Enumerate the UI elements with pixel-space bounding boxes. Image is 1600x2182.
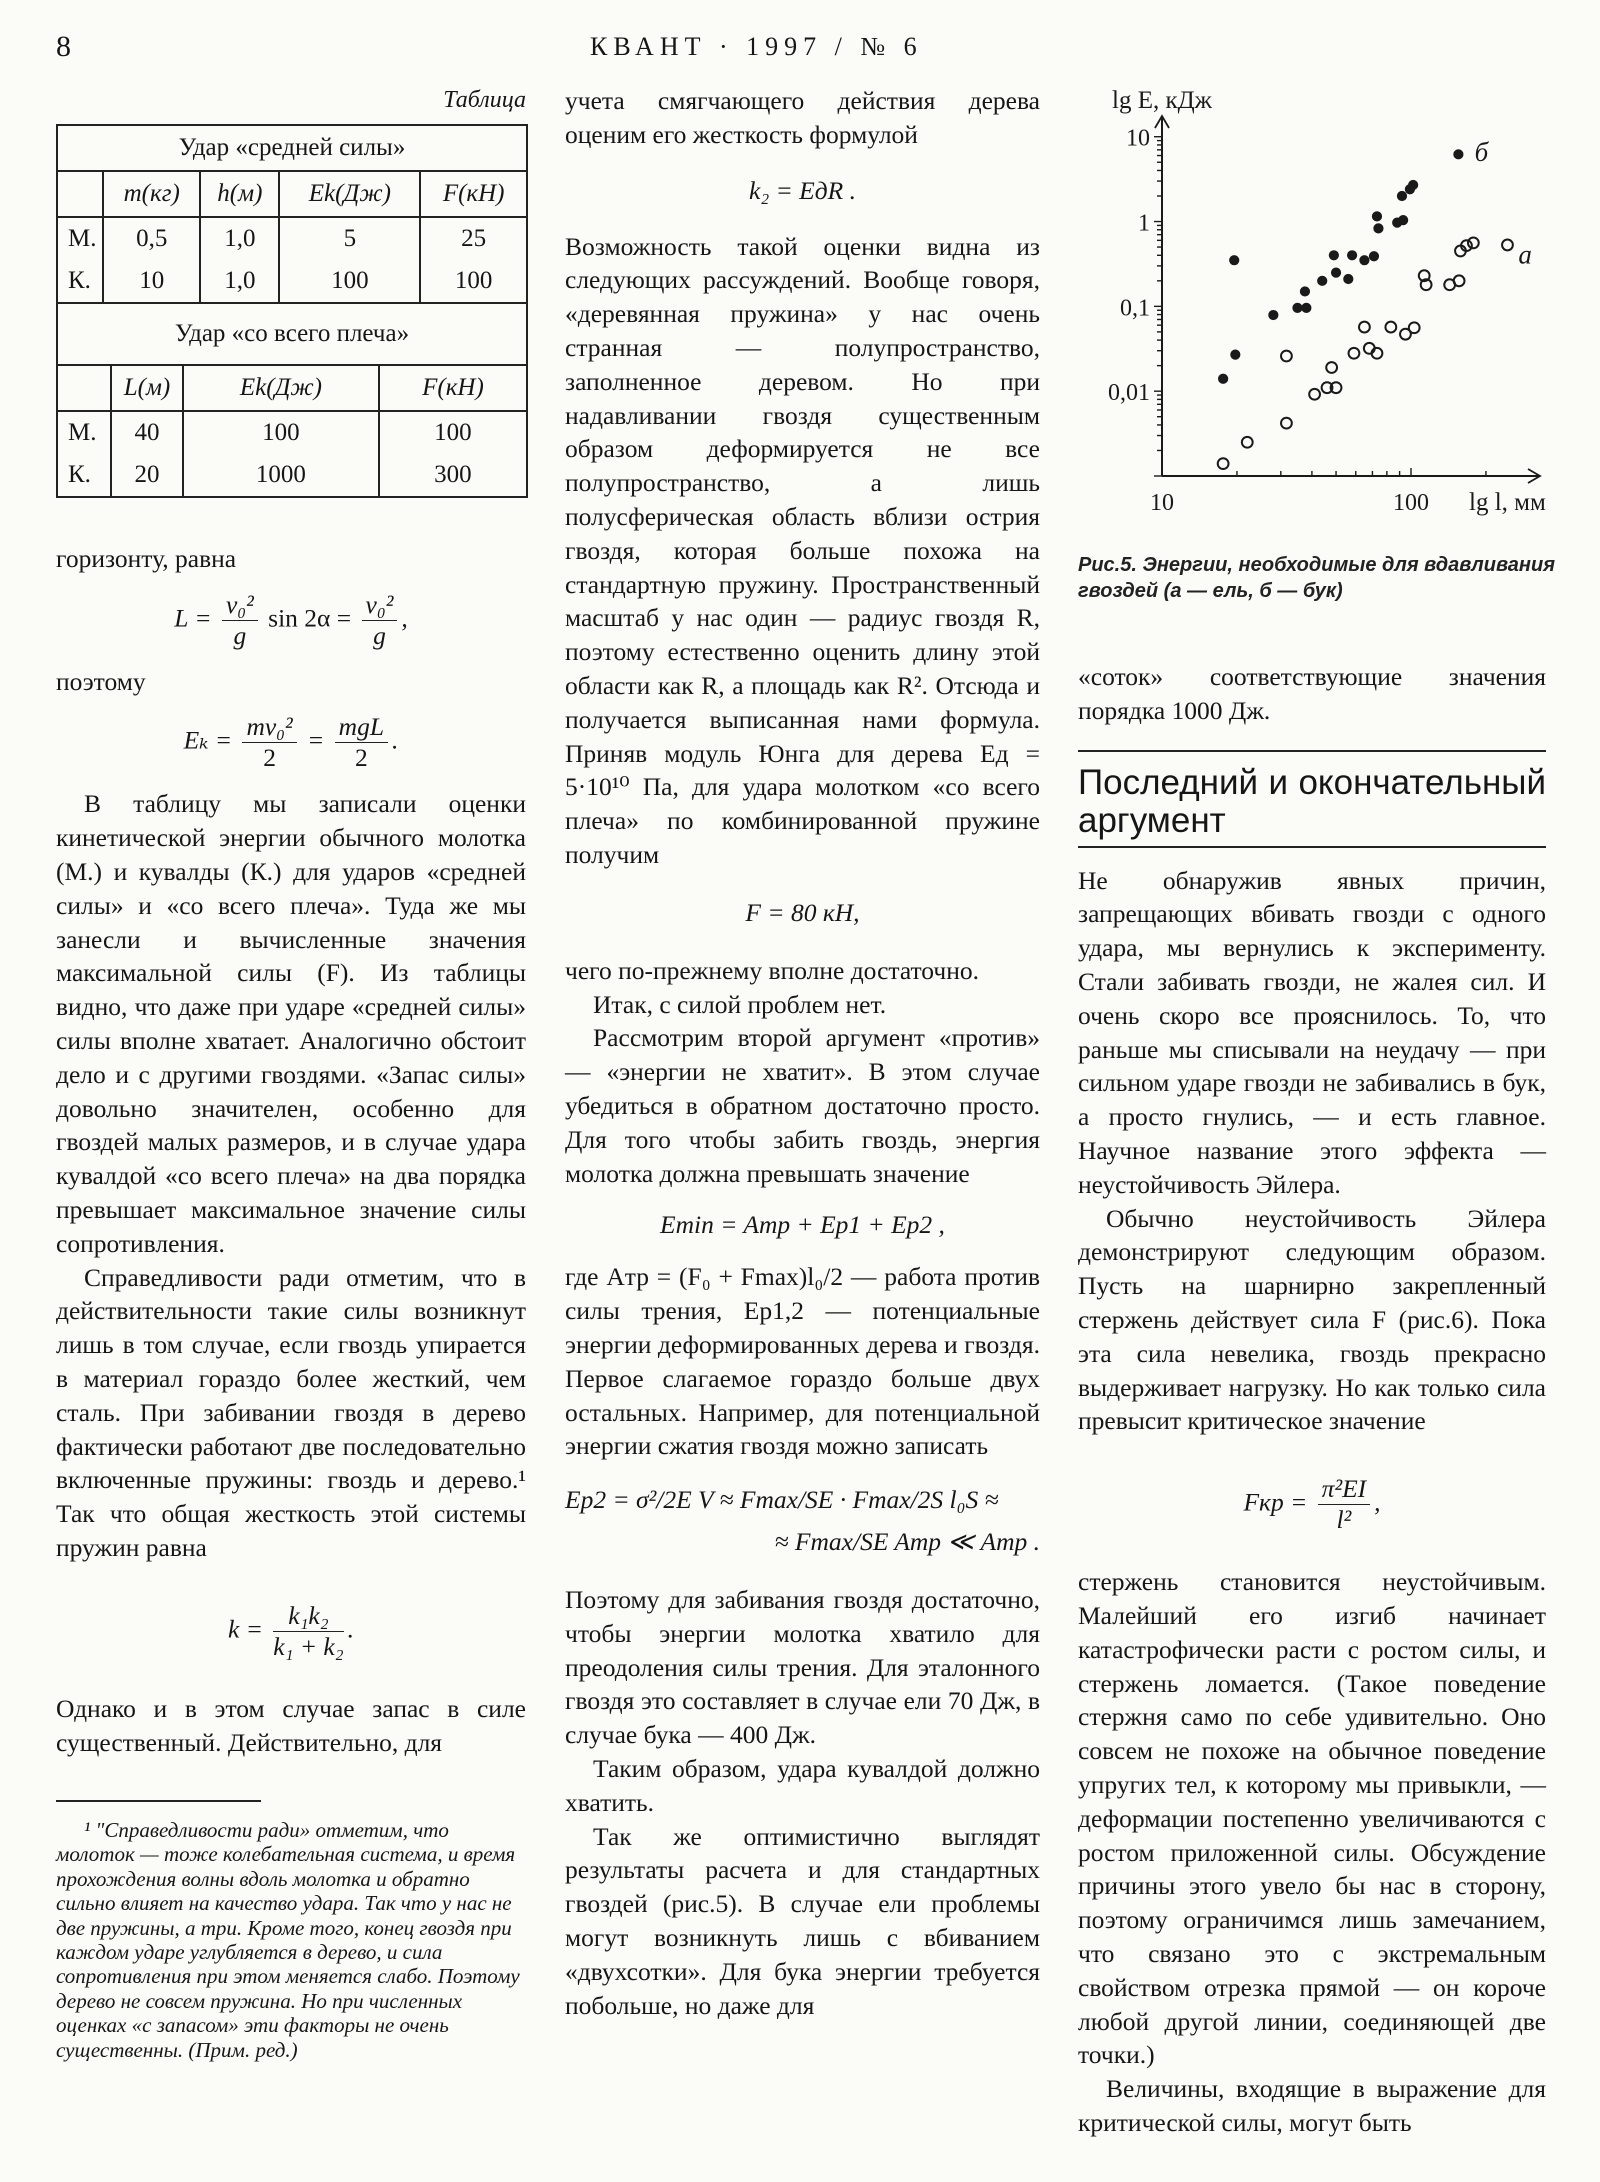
data-point-beech [1347,251,1356,260]
data-point-spruce [1242,437,1253,448]
table-header-cell: h(м) [200,171,279,217]
formula-k2: k₂ = EдR . [749,175,856,205]
table-header-cell: Ek(Дж) [183,365,379,411]
formula-k: k = $\frac{\text{k₁k₂}}{\text{k₁ + k₂}}$ . [228,1600,354,1661]
paragraph: Обычно неустойчивость Эйлера демонстрируют следующим образом. Пусть на шарнирно закрепленный стержень действует сила F (рис.6). Пока эта сила невелика, гвоздь прекрасно выдерживает нагрузку. Но как только сила превысит критическое значение [1078,1203,1546,1436]
paragraph: стержень становится неустойчивым. Малейший его изгиб начинает катастрофически расти с ростом силы, и стержень ломается. (Такое поведение стержня само по себе удивительно. Оно совсем не похоже на обычное поведение упругих тел, к которому мы привыкли, — деформации постепенно увеличиваются с ростом приложенной силы. Обсуждение причины этого увело бы нас в сторону, поэтому ограничимся лишь замечанием, что связано это с экстремальным свойством отрезка прямой — он короче любой другой линии, соединяющей две точки.) [1078,1567,1546,2070]
data-point-spruce [1326,362,1337,373]
paragraph: Таким образом, удара кувалдой должно хватить. [565,1754,1040,1817]
table-header-empty [57,171,103,217]
data-point-beech [1219,374,1228,383]
data-point-beech [1329,251,1338,260]
table-header-cell: Ek(Дж) [279,171,420,217]
data-point-beech [1302,303,1311,312]
data-point-beech [1369,252,1378,261]
formula-Ep2-line1: Ep2 = σ²/2E V ≈ Fmax/SE · Fmax/2S l₀S ≈ [565,1485,999,1515]
formula-Ek: Eₖ = $\frac{\text{mv₀²}}{2}$ = $\frac{\text{mgL}}{2}$ . [183,712,399,773]
footnote-rule [56,1800,261,1802]
paragraph: Величины, входящие в выражение для критической силы, могут быть [1078,2074,1546,2137]
x-tick-label: 100 [1393,490,1429,516]
y-tick-label: 10 [1126,125,1150,152]
table-header-cell: F(кН) [420,171,527,217]
data-point-beech [1269,310,1278,319]
footnote-text: ¹ "Справедливости ради» отметим, что молоток — тоже колебательная система, и время прохождения волны вдоль молотка и обратно сильно влияет на качество удара. Так что у нас не две пружины, а три. Кроме того, конец гвоздя при каждом ударе углубляется в дерево, и сила сопротивления при этом меняется слабо. Поэтому дерево не совсем пружина. Но при численных оценках «с запасом» эти факторы не очень существенны. (Прим. ред.) [56,1818,520,2062]
data-point-beech [1397,191,1406,200]
paragraph: Однако и в этом случае запас в силе существенный. Действительно, для [56,1693,526,1757]
data-point-spruce [1502,240,1513,251]
column-2 [565,84,1040,2022]
paragraph: «соток» соответствующие значения порядка 1000 Дж. [1078,662,1546,725]
formula-Fkr: Fкр = $\frac{\text{π²EI}}{\text{l²}}$ , [1243,1474,1381,1535]
section-heading: Последний и окончательный аргумент [1078,750,1546,848]
table-cell: 40 20 [111,411,183,497]
data-point-beech [1331,268,1340,277]
table-header-cell: L(м) [111,365,183,411]
footnote [56,1800,526,2062]
data-point-spruce [1281,418,1292,429]
data-table [56,124,528,304]
paragraph: учета смягчающего действия дерева оценим его жесткость формулой [565,86,1040,149]
table-caption: Таблица [443,87,526,113]
paragraph: Возможность такой оценки видна из следующих рассуждений. Вообще говоря, «деревянная пружина» у нас очень странная — полупространство, заполненное деревом. Но при надавливании гвоздя существенным образом деформируется не все полупространство, а лишь полусферическая область вблизи острия гвоздя, которая больше похожа на стандартную пружину. Пространственный масштаб у нас один — радиус гвоздя R, поэтому естественно оценить длину этой области как R, а площадь как R². Отсюда и получается выписанная нами формула. Приняв модуль Юнга для дерева Eд = 5·10¹⁰ Па, для удара молотком «со всего плеча» по комбинированной пружине получим [565,231,1040,869]
data-point-beech [1405,185,1414,194]
data-point-spruce [1281,351,1292,362]
paragraph: Итак, с силой проблем нет. [593,989,887,1019]
paragraph: Рассмотрим второй аргумент «против» — «энергии не хватит». В этом случае убедиться в обратном достаточно просто. Для того чтобы забить гвоздь, энергия молотка должна превышать значение [565,1023,1040,1188]
figure-5 [1060,84,1580,554]
y-tick-label: 0,1 [1120,295,1150,322]
formula-L: L = $\frac{\text{v₀²}}{g}$ sin 2α = $\frac{\text{v₀²}}{g}$ , [174,589,408,650]
y-tick-label: 0,01 [1108,380,1150,407]
table-cell: 100 300 [379,411,527,497]
table-cell: 1,0 1,0 [200,217,279,303]
table-section2-title: Удар «со всего плеча» [57,303,527,365]
data-point-beech [1300,287,1309,296]
data-point-beech [1344,274,1353,283]
paragraph: чего по-прежнему вполне достаточно. [565,955,979,985]
page-number: 8 [56,30,71,63]
x-axis-label: lg l, мм [1469,489,1546,516]
table-header-cell: m(кг) [103,171,200,217]
paragraph: Так же оптимистично выглядят результаты расчета и для стандартных гвоздей (рис.5). В случае ели проблемы могут возникнуть лишь с вбиванием «двухсотки». Для бука энергии требуется побольше, но даже для [565,1821,1040,2020]
data-point-beech [1399,215,1408,224]
scatter-chart [1060,84,1580,554]
paragraph: горизонту, равна [56,543,237,573]
data-point-spruce [1468,237,1479,248]
y-tick-label: 1 [1138,210,1150,237]
data-point-spruce [1409,322,1420,333]
data-point-beech [1454,150,1463,159]
table-cell: 5 100 [279,217,420,303]
data-point-beech [1360,256,1369,265]
table-row-labels: М. К. [57,217,103,303]
paragraph: Справедливости ради отметим, что в действительности такие силы возникнут лишь в том случае, если гвоздь упирается в материал гораздо более жесткий, чем сталь. При забивании гвоздя в дерево фактически работают две последовательно включенные пружины: гвоздь и дерево.¹ Так что общая жесткость этой системы пружин равна [56,1262,526,1562]
data-point-beech [1230,256,1239,265]
data-point-beech [1374,224,1383,233]
data-point-beech [1231,350,1240,359]
paragraph: В таблицу мы записали оценки кинетической энергии обычного молотка (М.) и кувалды (К.) для ударов «средней силы» и «со всего плеча». Туда же мы занесли и вычисленные значения максимальной силы (F). Из таблицы видно, что даже при ударе «средней силы» силы вполне хватает. Аналогично обстоит дело и с другими гвоздями. «Запас силы» довольно значителен, особенно для гвоздей малых размеров, и в случае удара кувалдой «со всего плеча» на два порядка превышает максимальное значение силы сопротивления. [56,789,526,1258]
formula-Emin: Emin = Aтр + Ep1 + Ep2 , [660,1210,945,1240]
figure-caption: Рис.5. Энергии, необходимые для вдавливания гвоздей (а — ель, б — бук) [1078,554,1555,602]
data-point-spruce [1349,348,1360,359]
table-cell: 25 100 [420,217,527,303]
data-point-spruce [1309,389,1320,400]
table-cell: 100 1000 [183,411,379,497]
formula-Ep2-line2: ≈ Fmax/SE Aтр ≪ Aтр . [774,1527,1040,1557]
data-point-spruce [1218,458,1229,469]
data-point-beech [1293,303,1302,312]
paragraph: Поэтому для забивания гвоздя достаточно, чтобы энергии молотка хватило для преодоления силы трения. Для эталонного гвоздя это составляет в случае ели 70 Дж, в случае бука — 400 Дж. [565,1585,1040,1750]
x-tick-label: 10 [1150,490,1174,516]
data-point-spruce [1359,322,1370,333]
series-label: а [1518,239,1532,270]
data-point-beech [1372,212,1381,221]
table-section1-title: Удар «средней силы» [57,125,527,171]
table-cell: 0,5 10 [103,217,200,303]
data-point-spruce [1385,322,1396,333]
table-header-empty [57,365,111,411]
paragraph: поэтому [56,666,146,696]
table-row-labels: М. К. [57,411,111,497]
column-1 [56,84,526,1759]
y-axis-label: lg E, кДж [1112,87,1212,114]
paragraph: Не обнаружив явных причин, запрещающих вбивать гвозди с одного удара, мы вернулись к эксперименту. Стали забивать гвозди, не жалея сил. И очень скоро все прояснилось. То, что раньше мы списывали на неудачу — при сильном ударе гвозди не забивались в бук, а просто гнулись, — и есть главное. Научное название этого эффекта — неустойчивость Эйлера. [1078,865,1546,1199]
series-label: б [1474,136,1489,167]
data-point-beech [1318,276,1327,285]
column-3 [1078,660,1546,2140]
running-head: КВАНТ · 1997 / № 6 [590,32,923,61]
data-table-2 [56,302,528,498]
data-point-spruce [1454,275,1465,286]
table-header-cell: F(кН) [379,365,527,411]
formula-F: F = 80 кН, [745,897,860,927]
paragraph: где Aтр = (F₀ + Fmax)l₀/2 — работа против силы трения, Ep1,2 — потенциальные энергии деформированных дерева и гвоздя. Первое слагаемое гораздо больше двух остальных. Например, для потенциальной энергии сжатия гвоздя можно записать [565,1262,1040,1461]
